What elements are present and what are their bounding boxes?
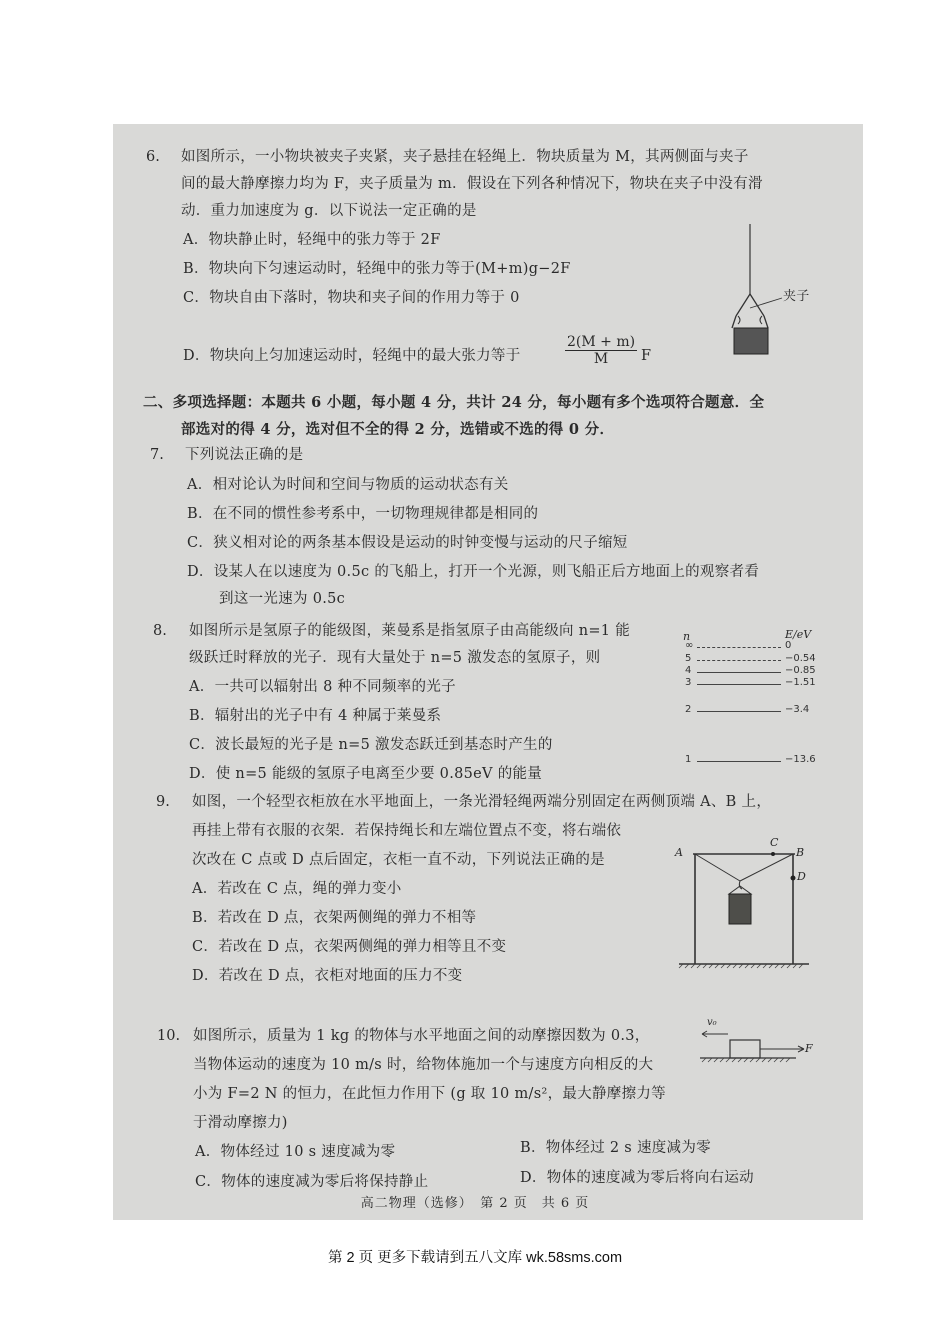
q9-option-d: D．若改在 D 点，衣柜对地面的压力不变 (192, 968, 463, 984)
q7-option-c: C．狭义相对论的两条基本假设是运动的时钟变慢与运动的尺子缩短 (187, 535, 628, 551)
q6-fraction-numerator: 2(M + m) (567, 334, 636, 350)
level-n-5: 5 (685, 653, 692, 664)
q9-option-c: C．若改在 D 点，衣架两侧绳的弹力相等且不变 (192, 939, 507, 955)
q9-line2: 再挂上带有衣服的衣架．若保持绳长和左端位置点不变，将右端依 (192, 823, 622, 839)
q6-line2: 间的最大静摩擦力均为 F，夹子质量为 m．假设在下列各种情况下，物块在夹子中没有滑 (181, 176, 763, 192)
q8-option-d: D．使 n=5 能级的氢原子电离至少要 0.85eV 的能量 (189, 766, 543, 782)
level-e-3: −1.51 (785, 677, 816, 688)
energy-e-axis-label: E/eV (785, 628, 812, 641)
energy-n-axis-label: n (683, 630, 691, 643)
q8-line2: 级跃迁时释放的光子．现有大量处于 n=5 激发态的氢原子，则 (189, 650, 601, 666)
level-n-3: 3 (685, 677, 692, 688)
level-n-4: 4 (685, 665, 692, 676)
q10-option-b: B．物体经过 2 s 速度减为零 (520, 1140, 711, 1156)
q6-fraction-denominator: M (593, 351, 609, 367)
wardrobe-label-a: A (675, 846, 683, 859)
q7-option-a: A．相对论认为时间和空间与物质的运动状态有关 (187, 477, 509, 493)
force-label: F (805, 1042, 813, 1055)
level-line-4 (697, 672, 781, 673)
q6-option-a: A．物块静止时，轻绳中的张力等于 2F (183, 232, 441, 248)
q7-stem: 下列说法正确的是 (185, 447, 304, 463)
q8-option-a: A．一共可以辐射出 8 种不同频率的光子 (189, 679, 456, 695)
q6-line3: 动．重力加速度为 g．以下说法一定正确的是 (181, 203, 477, 219)
q8-number: 8. (153, 623, 167, 639)
q6-option-c: C．物块自由下落时，物块和夹子间的作用力等于 0 (183, 290, 520, 306)
q9-option-b: B．若改在 D 点，衣架两侧绳的弹力不相等 (192, 910, 477, 926)
q10-option-c: C．物体的速度减为零后将保持静止 (195, 1174, 429, 1190)
q10-line4: 于滑动摩擦力) (193, 1115, 288, 1131)
q8-option-b: B．辐射出的光子中有 4 种属于莱曼系 (189, 708, 442, 724)
q7-option-d-line2: 到这一光速为 0.5c (219, 591, 346, 607)
q7-number: 7. (150, 447, 164, 463)
q10-line1: 如图所示，质量为 1 kg 的物体与水平地面之间的动摩擦因数为 0.3， (193, 1028, 650, 1044)
q7-option-d-line1: D．设某人在以速度为 0.5c 的飞船上，打开一个光源，则飞船正后方地面上的观察者看 (187, 564, 760, 580)
level-line-1 (697, 761, 781, 762)
level-e-1: −13.6 (785, 754, 816, 765)
wardrobe-figure (673, 836, 813, 976)
q10-option-d: D．物体的速度减为零后将向右运动 (520, 1170, 754, 1186)
page-footer: 高二物理（选修） 第 2 页 共 6 页 (360, 1196, 590, 1211)
q6-fraction-tail: F (641, 348, 652, 364)
level-line-2 (697, 711, 781, 712)
level-e-2: −3.4 (785, 704, 810, 715)
level-n-1: 1 (685, 754, 692, 765)
q6-option-d: D．物块向上匀加速运动时，轻绳中的最大张力等于 (183, 348, 521, 364)
section2-line1: 二、多项选择题：本题共 6 小题，每小题 4 分，共计 24 分，每小题有多个选项符合题意．全 (143, 394, 765, 411)
q9-option-a: A．若改在 C 点，绳的弹力变小 (192, 881, 402, 897)
q8-option-c: C．波长最短的光子是 n=5 激发态跃迁到基态时产生的 (189, 737, 553, 753)
download-note: 第 2 页 更多下载请到五八文库 wk.58sms.com (327, 1250, 623, 1266)
q6-fraction (565, 334, 637, 367)
q8-line1: 如图所示是氢原子的能级图，莱曼系是指氢原子由高能级向 n=1 能 (189, 623, 631, 639)
q10-line2: 当物体运动的速度为 10 m/s 时，给物体施加一个与速度方向相反的大 (193, 1057, 654, 1073)
q6-line1: 如图所示，一小物块被夹子夹紧，夹子悬挂在轻绳上．物块质量为 M，其两侧面与夹子 (181, 149, 749, 165)
level-n-inf: ∞ (685, 640, 694, 651)
velocity-label: v₀ (707, 1017, 717, 1028)
block-force-figure (698, 1022, 818, 1072)
q9-number: 9. (156, 794, 170, 810)
q10-number: 10. (157, 1028, 181, 1044)
q6-number: 6. (146, 149, 160, 165)
level-line-5 (697, 660, 781, 661)
level-e-4: −0.85 (785, 665, 816, 676)
q10-option-a: A．物体经过 10 s 速度减为零 (195, 1144, 396, 1160)
q10-line3: 小为 F=2 N 的恒力，在此恒力作用下 (g 取 10 m/s²，最大静摩擦力等 (193, 1086, 666, 1102)
wardrobe-label-b: B (796, 846, 805, 859)
wardrobe-label-d: D (797, 870, 806, 883)
clip-label: 夹子 (783, 289, 810, 304)
level-e-inf: 0 (785, 640, 792, 651)
level-line-3 (697, 684, 781, 685)
q9-line1: 如图，一个轻型衣柜放在水平地面上，一条光滑轻绳两端分别固定在两侧顶端 A、B 上， (192, 794, 772, 810)
section2-line2: 部选对的得 4 分，选对但不全的得 2 分，选错或不选的得 0 分． (181, 421, 615, 438)
wardrobe-label-c: C (770, 836, 779, 849)
q9-line3: 次改在 C 点或 D 点后固定，衣柜一直不动，下列说法正确的是 (192, 852, 605, 868)
level-e-5: −0.54 (785, 653, 816, 664)
q6-option-b: B．物块向下匀速运动时，轻绳中的张力等于(M+m)g−2F (183, 261, 571, 277)
level-n-2: 2 (685, 704, 692, 715)
level-line-inf (697, 647, 781, 648)
scanned-page-photo (113, 124, 863, 1220)
q7-option-b: B．在不同的惯性参考系中，一切物理规律都是相同的 (187, 506, 539, 522)
